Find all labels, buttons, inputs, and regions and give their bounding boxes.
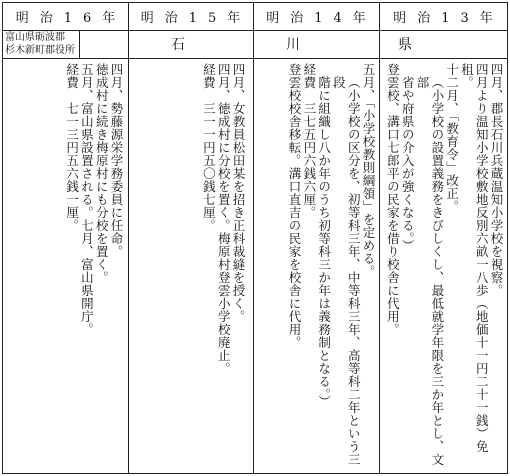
column-meiji-14 [281, 63, 375, 469]
entry: 四月、徳成村に分校を置く。梅原村登雲小学校廃止。 [216, 63, 232, 375]
district-office-line1: 富山県砺波郡 [5, 32, 65, 43]
column-meiji-15 [183, 63, 245, 469]
prefecture-char: 石 [171, 37, 185, 53]
entry: 徳成村に続き梅原村にも分校を置く。 [94, 63, 110, 284]
header-meiji-14: 明治14年 [266, 11, 377, 26]
header-meiji-15: 明治15年 [140, 11, 252, 26]
row-divider [3, 58, 507, 59]
entry: 省や府県の介入が強くなる。） [400, 75, 416, 252]
entry: 登雲校校舎移転。溝口直吉の民家を校舎に代用。 [287, 63, 303, 349]
column-divider [379, 3, 380, 473]
entry: （小学校の設置義務をきびしくし、最低就学年限を三か年とし、文部 [415, 75, 445, 466]
entry: 五月、「小学校教則綱領」を定める。 [361, 63, 376, 278]
district-office-line2: 杉木新町郡役所 [5, 45, 75, 56]
entry: 四月、女教員松田某を招き正科裁縫を授く。 [231, 63, 246, 323]
district-office-label [3, 30, 79, 58]
column-divider [253, 3, 254, 473]
column-divider [128, 3, 129, 473]
prefecture-char: 川 [286, 37, 300, 53]
history-table [2, 2, 508, 474]
entry: 十二月、「教育令」改正。 [444, 63, 460, 213]
entry: 登雲校、溝口七郎平の民家を借り校舎に代用。 [385, 63, 401, 336]
entry: 経費 三七五円六銭六厘。 [301, 63, 317, 219]
office-divider [79, 30, 80, 58]
entry: 階に組織し八か年のうち初等科三か年は義務制となる。） [316, 75, 332, 408]
entry: 経費 七一三円五六銭一厘。 [64, 63, 80, 232]
entry: （小学校の区分を、初等科三年、中等科三年、高等科二年という三段 [331, 75, 362, 466]
prefecture-char: 県 [398, 37, 412, 53]
entry: 四月、郡長石川兵蔵温知小学校を視察。 [489, 63, 504, 297]
column-meiji-13 [385, 63, 504, 469]
entry: 経費 三一一円五〇銭七厘。 [201, 63, 217, 232]
entry: 四月より温知小学校敷地反別六畝一八歩（地価十一円二十一銭）免租。 [459, 63, 490, 453]
column-meiji-16 [41, 63, 123, 469]
entry: 五月、富山県設置される。七月、富山県開庁。 [79, 63, 95, 336]
header-meiji-16: 明治16年 [15, 11, 127, 26]
header-meiji-13: 明治13年 [393, 11, 504, 26]
entry: 四月、勢藤源栄学務委員に任命。 [109, 63, 124, 258]
